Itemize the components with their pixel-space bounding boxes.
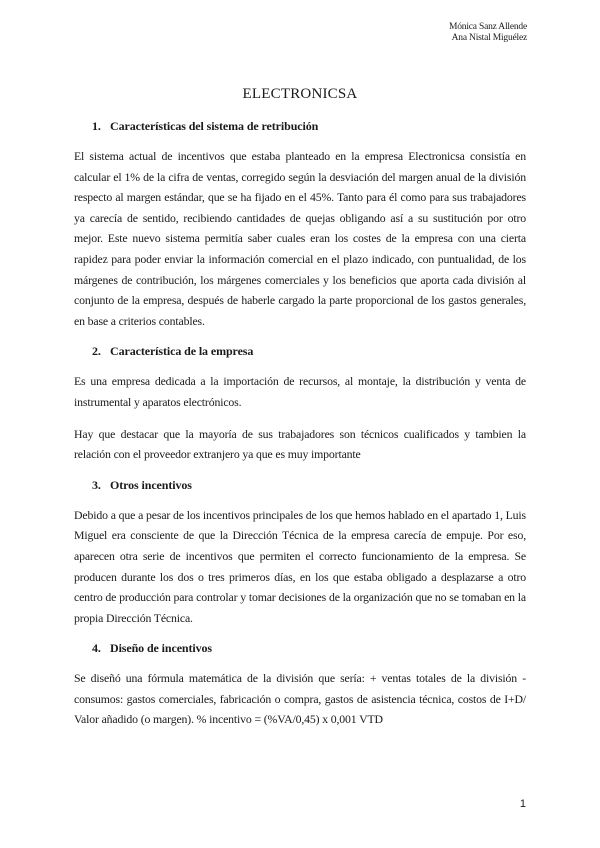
section-1 [74,118,526,331]
paragraph: El sistema actual de incentivos que estaba planteado en la empresa Electronicsa consistía en calcular el 1% de la cifra de ventas, corregido según la desviación del margen anual de la división respecto al margen estándar, que se ha fijado en el 45%. Tanto para él como para sus trabajadores ya carecía de sentido, recibiendo cantidades de quejas obligando así a su sustitución por otro mejor. Este nuevo sistema permitía saber cuales eran los costes de la empresa con una cierta rapidez para poder enviar la información comercial en el plazo indicado, con puntualidad, de los márgenes de contribución, los márgenes comerciales y los beneficios que aporta cada división al conjunto de la empresa, después de haberle cargado la parte proporcional de los gastos generales, en base a criterios contables. [74,149,526,328]
section-4 [74,640,526,730]
paragraph: Es una empresa dedicada a la importación de recursos, al montaje, la distribución y venta de instrumental y aparatos electrónicos. [74,374,526,409]
section-heading-text: Características del sistema de retribución [110,119,319,133]
section-3 [74,477,526,629]
paragraph: Debido a que a pesar de los incentivos principales de los que hemos hablado en el apartado 1, Luis Miguel era consciente de que la Dirección Técnica de la empresa carecía de empuje. Por eso, aparecen otra serie de incentivos que permiten el correcto funcionamiento de la empresa. Se producen durante los dos o tres primeros días, en los que estaba obligado a desplazarse a otro centro de producción para controlar y tomar decisiones de la organización que no se tomaban en la propia Dirección Técnica. [74,507,526,625]
section-2 [74,343,526,464]
page-number: 1 [519,798,526,810]
section-heading-text: Diseño de incentivos [110,641,213,656]
section-heading [92,640,526,656]
paragraph: Hay que destacar que la mayoría de sus trabajadores son técnicos cualificados y tambien la relación con el proveedor extranjero ya que es muy importante [74,426,526,462]
section-heading-text: Otros incentivos [110,477,192,492]
section-number: 3. [92,477,101,492]
section-heading [92,477,526,493]
paragraph: Se diseñó una fórmula matemática de la división que sería: + ventas totales de la división - consumos: gastos comerciales, fabricación o compra, gastos de asistencia técnica, costos de I+D/ Valor añadido (o margen). % incentivo = (%VA/0,45) x 0,001 VTD [74,671,526,727]
section-heading [92,118,526,134]
section-heading-text: Característica de la empresa [110,344,254,359]
page-header [449,22,527,44]
author-name: Ana Nistal Miguélez [451,33,527,43]
section-number: 4. [92,641,101,656]
document-body [74,118,526,741]
document-title: ELECTRONICSA [242,86,358,102]
author-name: Mónica Sanz Allende [449,22,527,32]
section-heading [92,343,526,359]
section-number: 2. [92,344,101,359]
section-number: 1. [92,119,101,133]
